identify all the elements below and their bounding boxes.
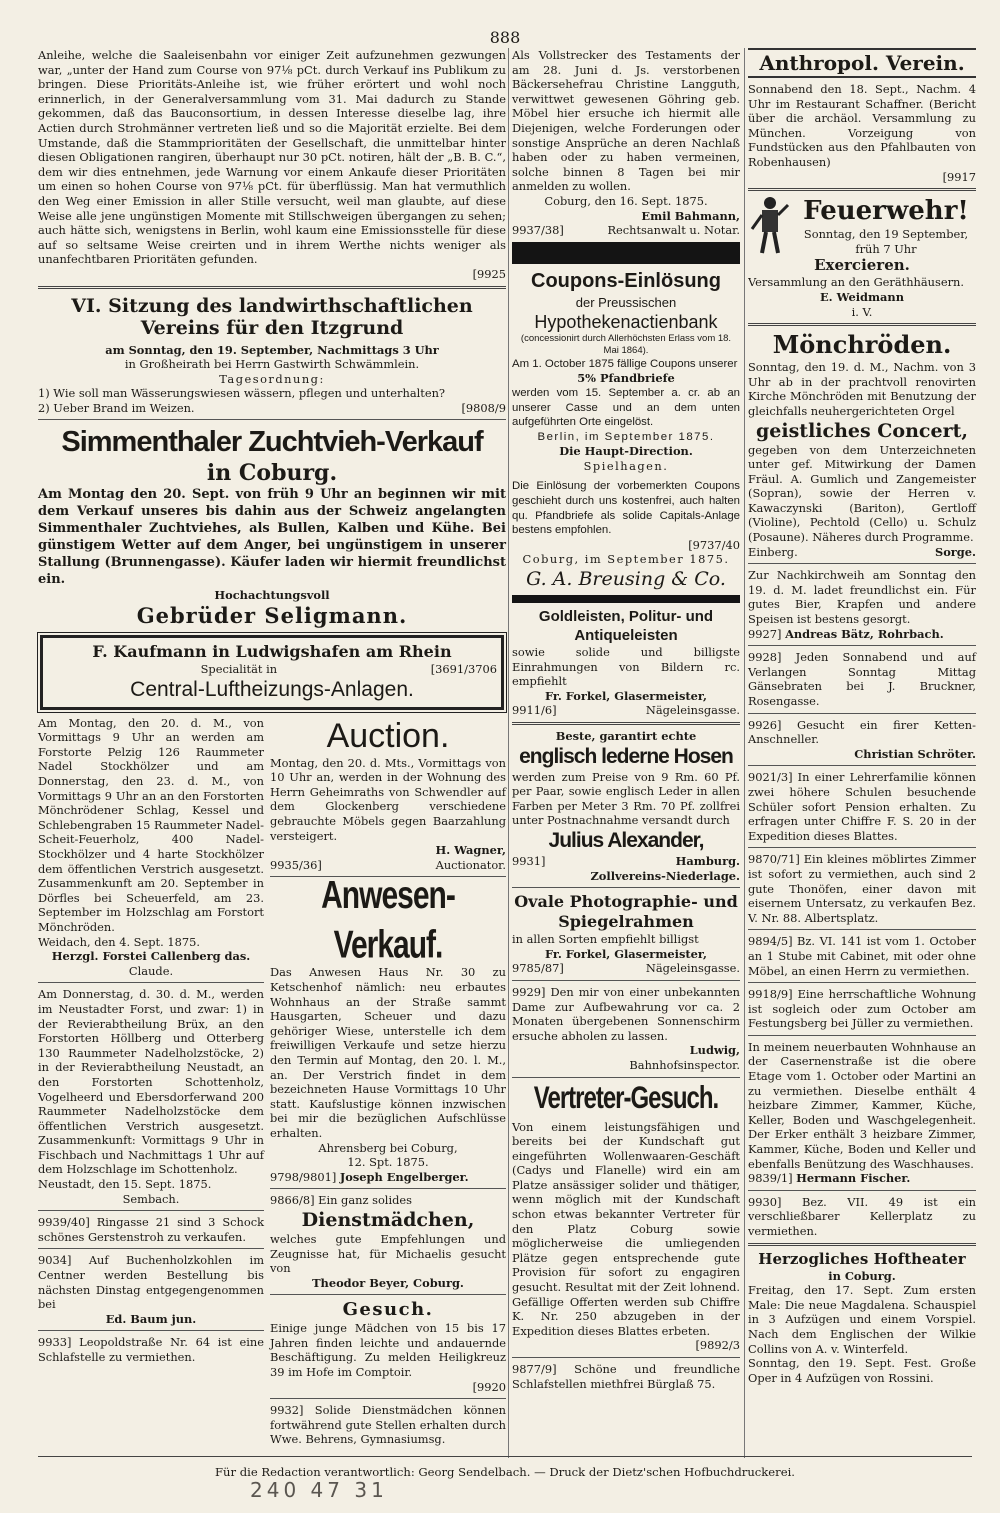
- gold-title: Goldleisten, Politur- und Antiqueleisten: [538, 608, 714, 645]
- ref-number: [9892/3: [695, 1338, 740, 1353]
- simmenthal-greeting: Hochachtungsvoll: [214, 588, 330, 603]
- dienst-body: welches gute Empfehlungen und Zeugnisse hat, für Michaelis gesucht von: [270, 1231, 506, 1276]
- ref-number: 9931]: [512, 853, 546, 868]
- schirm-body: 9929] Den mir von einer unbekannten Dame zur Aufbewahrung vor ca. 2 Monaten übergebenen Sonnenschirm ersuche abholen zu lassen.: [512, 984, 740, 1043]
- feuerwehr-signature: E. Weidmann: [819, 289, 904, 304]
- gesuch-title: Gesuch.: [342, 1299, 434, 1321]
- column-rule: [744, 48, 745, 1458]
- kette-ad: 9926] Gesucht ein firer Ketten-Anschneller.: [748, 717, 976, 747]
- sitzung-place: in Großheirath bei Herrn Gastwirth Schwämmlein.: [124, 357, 420, 372]
- oval-title: Ovale Photographie- und Spiegelrahmen: [514, 892, 738, 932]
- theater-title: Herzogliches Hoftheater: [758, 1249, 966, 1268]
- sitzung-item: 1) Wie soll man Wässerungswiesen wässern, pflegen und unterhalten?: [38, 386, 446, 401]
- coupons-direction: Die Haupt-Direction.: [559, 444, 693, 459]
- testament-date: Coburg, den 16. Sept. 1875.: [544, 193, 708, 208]
- divider: [748, 929, 976, 930]
- divider: [38, 419, 506, 420]
- ref-number: 9839/1]: [748, 1171, 793, 1186]
- kaufmann-name: F. Kaufmann in Ludwigshafen am Rhein: [92, 642, 452, 662]
- vertreter-title: Vertreter-Gesuch.: [533, 1080, 719, 1116]
- anthrop-title: Anthropol. Verein.: [748, 48, 976, 78]
- ad-9933: 9933] Leopoldstraße Nr. 64 ist eine Schlafstelle zu vermiethen.: [38, 1335, 264, 1364]
- sitzung-agenda-label: Tagesordnung:: [219, 371, 325, 386]
- holz-ad-1-office: Herzgl. Forstei Callenberg das.: [51, 949, 251, 964]
- theater-city: in Coburg.: [828, 1268, 896, 1283]
- divider: [748, 765, 976, 766]
- simmenthal-body: Am Montag den 20. Sept. von früh 9 Uhr an beginnen wir mit dem Verkauf unseres bis dahin aus der Schweiz angelangten Simmenthaler Zuchtviehes, als Bullen, Kalben und Kühe. Bei günstigem Wetter auf dem Anger, bei ungünstigem in unserer Stallung (Brunnengasse). Käufer laden wir hiermit freundlichst ein.: [38, 487, 506, 588]
- anwesen-signature: Joseph Engelberger.: [339, 1169, 469, 1184]
- ref-number: [9917: [942, 169, 976, 184]
- coupons-der: der Preussischen: [575, 294, 677, 310]
- anthrop-body: Sonnabend den 18. Sept., Nachm. 4 Uhr im Restaurant Schaffner. (Bericht über die archäol. Versammlung zu München. Vorzeigung von Fundstücken aus den Pfahlbauten von Robenhausen): [748, 82, 976, 169]
- theater-body: Freitag, den 17. Sept. Zum ersten Male: Die neue Magdalena. Schauspiel in 3 Aufzügen und einem Vorspiel. Nach dem Englischen der Wilkie Collins von A. v. Winterfeld.: [748, 1283, 976, 1356]
- fireman-icon: [748, 195, 792, 255]
- monch-concert: geistliches Concert,: [756, 419, 968, 442]
- left-subcolumn-a: [38, 716, 264, 1365]
- divider: [748, 645, 976, 646]
- simmenthal-signature: Gebrüder Seligmann.: [136, 603, 408, 629]
- zimmer-ad: 9870/71] Ein kleines möblirtes Zimmer ist sofort zu vermiethen, auch sind 2 gute Thonöfen, einer davon mit eisernem Untersatz, zu verkaufen Bez. V. Nr. 88. Albertsplatz.: [748, 852, 976, 925]
- ad-9034-name: Ed. Baum jun.: [105, 1311, 197, 1326]
- divider: [270, 1188, 506, 1189]
- divider: [748, 982, 976, 983]
- oval-body: in allen Sorten empfiehlt billigst: [512, 932, 699, 947]
- sitzung-date: am Sonntag, den 19. September, Nachmittags 3 Uhr: [105, 342, 439, 357]
- kette-signature: Christian Schröter.: [854, 746, 976, 761]
- divider: [748, 1035, 976, 1036]
- vertreter-body: Von einem leistungsfähigen und bereits bei der Kundschaft gut eingeführten Wollenwaaren-Geschäft (Cadys und Flanelle) wird ein am Platze ansässiger solider und thätiger, wenn möglich mit der Kundschaft schon etwas bekannter Vertreter für den Platz Coburg sowie möglicherweise die umliegenden Plätze gegen entsprechende gute Provision für sofort zu engagiren gesucht. Resultat mit der Zeit lohnend. Gefällige Offerten werden sub Chiffre K. Nr. 250 abzugeben in der Expedition dieses Blattes erbeten.: [512, 1119, 740, 1338]
- left-subcolumn-b: [270, 716, 506, 1447]
- ref-number: 9935/36]: [270, 857, 322, 872]
- kirchweih-body: Zur Nachkirchweih am Sonntag den 19. d. M. ladet freundlichst ein. Für gutes Bier, Krapfen und andere Speisen ist bestens gesorgt.: [748, 568, 976, 627]
- ad-9939: 9939/40] Ringasse 21 sind 3 Schock schönes Gerstenstroh zu verkaufen.: [38, 1215, 264, 1244]
- sitzung-title: VI. Sitzung des landwirthschaftlichen Vereins für den Itzgrund: [71, 294, 473, 339]
- divider: [748, 713, 976, 714]
- holz-ad-2-date: Neustadt, den 15. Sept. 1875.: [38, 1177, 212, 1192]
- newspaper-page: [38, 28, 976, 1488]
- right-column: [748, 48, 976, 1385]
- page-number: 888: [489, 28, 521, 47]
- keller-ad: 9930] Bez. VII. 49 ist ein verschließbarer Kellerplatz zu vermiethen.: [748, 1194, 976, 1238]
- feuerwehr-exercise: Exercieren.: [814, 256, 910, 275]
- coupons-title: Coupons-Einlösung: [531, 269, 721, 292]
- monch-body-2: gegeben von dem Unterzeichneten unter gef. Mitwirkung der Damen Fräul. A. Gumlich und Zangemeister (Sopran), sowie der Herren v. Kawaczynski (Bariton), Gertloff (Violine), Pechtold (Cello) u. Schulz (Posaune). Näheres durch Programme.: [748, 442, 976, 545]
- oval-signature: Fr. Forkel, Glasermeister,: [544, 946, 707, 961]
- hosen-name: Julius Alexander,: [548, 828, 704, 852]
- coupons-bank: Hypothekenactienbank: [534, 311, 718, 332]
- ref-number: 9798/9801]: [270, 1169, 337, 1184]
- schirm-role: Bahnhofsinspector.: [629, 1057, 740, 1072]
- gans-ad: 9928] Jeden Sonnabend und auf Verlangen Sonntag Mittag Gänsebraten bei J. Bruckner, Rosengasse.: [748, 650, 976, 708]
- divider: [748, 1243, 976, 1246]
- stube-ad: 9894/5] Bz. VI. 141 ist vom 1. October an 1 Stube mit Cabinet, mit oder ohne Möbel, an einen Herrn zu vermiethen.: [748, 934, 976, 978]
- ad-9932: 9932] Solide Dienstmädchen können fortwährend gute Stellen erhalten durch Wwe. Behrens, Gymnasiumsg.: [270, 1403, 506, 1447]
- theater-body-2: Sonntag, den 19. Sept. Fest. Große Oper in 4 Aufzügen von Rossini.: [748, 1356, 976, 1385]
- monch-title: Mönchröden.: [772, 330, 952, 360]
- dienst-signature: Theodor Beyer, Coburg.: [312, 1275, 464, 1290]
- gold-street: Nägeleinsgasse.: [645, 703, 740, 718]
- anwesen-date: 12. Spt. 1875.: [347, 1155, 429, 1170]
- ref-number: [9920: [472, 1379, 506, 1394]
- ref-number: 9911/6]: [512, 703, 557, 718]
- feuerwehr-body-2: Versammlung an den Geräthhäusern.: [748, 275, 965, 290]
- coupons-concession: (concessionirt durch Allerhöchsten Erlass vom 18. Mai 1864).: [520, 332, 732, 356]
- imprint-footer: Für die Redaction verantwortlich: Georg Sendelbach. — Druck der Dietz'schen Hofbuchdruckerei.: [38, 1456, 972, 1479]
- auction-body: Montag, den 20. d. Mts., Vormittags von 10 Uhr an, werden in der Wohnung des Herrn Geheimraths von Schwendler auf dem Glockenberg verschiedene gebrauchte Möbels gegen Baarzahlung versteigert.: [270, 755, 506, 843]
- testament-name: Emil Bahmann,: [641, 208, 740, 223]
- divider: [512, 1077, 740, 1078]
- simmenthal-title: Simmenthaler Zuchtvieh-Verkauf: [61, 426, 483, 459]
- hosen-top: Beste, garantirt echte: [555, 729, 697, 743]
- coupons-date: Coburg, im September 1875.: [522, 552, 730, 567]
- left-column: [38, 48, 506, 1447]
- black-bar: [512, 595, 740, 603]
- divider: [38, 1248, 264, 1249]
- kaufmann-ad: [40, 635, 504, 710]
- divider: [512, 722, 740, 725]
- coupons-body-2: werden vom 15. September a. cr. ab an unserer Casse und an dem unten aufgeführten Orte eingelöst.: [512, 386, 740, 429]
- holz-ad-1-date: Weidach, den 4. Sept. 1875.: [38, 934, 200, 949]
- testament-role: Rechtsanwalt u. Notar.: [607, 223, 740, 238]
- etage-ad: In meinem neuerbauten Wohnhause an der Casernenstraße ist die obere Etage vom 1. October oder Martini an zu vermiethen. Dieselbe enthält 4 heizbare Zimmer, Kammer, Küche, Keller, Boden und Waschgelegenheit. Der Erker enthält 3 heizbare Zimmer, Kammer, Küche, Boden und Keller und ebenfalls Benützung des Waschhauses.: [748, 1039, 976, 1171]
- wohnung-ad: 9918/9] Eine herrschaftliche Wohnung ist sogleich oder zum October am Festungsberg bei Jüller zu vermiethen.: [748, 987, 976, 1031]
- column-rule: [508, 48, 509, 1458]
- ref-number: [9808/9: [461, 400, 506, 415]
- auction-title: Auction.: [326, 716, 450, 755]
- ref-number: 9927]: [748, 626, 782, 641]
- holz-ad-2-name: Sembach.: [122, 1191, 180, 1206]
- gesuch-body: Einige junge Mädchen von 15 bis 17 Jahren finden leichte und andauernde Beschäftigung. Zu melden Heiligkreuz 39 im Hofe im Comptoir.: [270, 1321, 506, 1380]
- dienst-title: Dienstmädchen,: [301, 1208, 475, 1231]
- black-bar: [512, 242, 740, 264]
- ref-number: [9737/40: [688, 537, 740, 552]
- gold-body: sowie solide und billigste Einrahmungen von Bildern rc. empfiehlt: [512, 645, 740, 689]
- hosen-body: werden zum Preise von 9 Rm. 60 Pf. per Paar, sowie englisch Leder in allen Farben per Meter 3 Rm. 70 Pf. zollfrei unter Postnachnahme versandt durch: [512, 769, 740, 828]
- divider: [38, 286, 506, 289]
- ref-number: 9785/87]: [512, 961, 564, 976]
- holz-ad-1-name: Claude.: [128, 963, 174, 978]
- kirchweih-signature: Andreas Bätz, Rohrbach.: [785, 626, 944, 641]
- article-anleihe: Anleihe, welche die Saaleisenbahn vor einiger Zeit aufzunehmen gezwungen war, „unter der Hand zum Course von 97⅛ pCt. durch Verkauf ins Publikum zu bringen. Diese Prioritäts-Anleihe ist, wie früher erörtert und wohl noch erinnerlich, in der Generalversammlung vom 31. Mai dadurch zu Stande gekommen, daß das Bauconsortium, in dessen Interesse dieselbe lag, ihre Actien durch Strohmänner vertreten ließ und so die Majorität erzielte. Bei dem Umstande, daß die Stammprioritäten der Gesellschaft, die unmittelbar hinter diesen Obligationen rangiren, überhaupt nur 30 pCt. notiren, hält der „B. B. C.“, dem wir dies entnehmen, jede Warnung vor einem Ankaufe dieser Prioritäten um einen so hohen Course von 97⅛ pCt. für überflüssig. Man hat vermuthlich den Weg einer Emission in aller Stille versucht, weil man glaubte, auf diese Weise alle jene ungünstigen Momente mit Stillschweigen übergangen zu sehen; auch hätte sich, wenigstens in Berlin, wohl kaum eine Emissionsstelle für diese auf so seltsame Weise creirten und in ihrem Werthe nichts weniger als unanfechtbaren Prioritäten gefunden.: [38, 48, 506, 267]
- auction-signature: H. Wagner,: [435, 843, 506, 858]
- handwritten-note: 240 47 31: [250, 1478, 388, 1502]
- feuerwehr-role: i. V.: [851, 304, 873, 319]
- coupons-firm: G. A. Breusing & Co.: [526, 568, 726, 591]
- gold-signature: Fr. Forkel, Glasermeister,: [544, 688, 707, 703]
- dienst-ref: 9866/8] Ein ganz solides: [270, 1193, 412, 1208]
- sitzung-item: 2) Ueber Brand im Weizen.: [38, 400, 195, 415]
- testament-body: Als Vollstrecker des Testaments der am 28. Juni d. Js. verstorbenen Bäckersehefrau Christine Langguth, verwittwet gewesenen Göhring geb. Möbel hier ersuche ich hiermit alle Diejenigen, welche Forderungen oder sonstige Ansprüche an deren Nachlaß haben oder zu haben vermeinen, solche binnen 8 Tagen bei mir anmelden zu wollen.: [512, 48, 740, 194]
- monch-body: Sonntag, den 19. d. M., Nachm. von 3 Uhr ab in der prachtvoll renovirten Kirche Mönchröden mit Benutzung der gleichfalls neuhergerichteten Orgel: [748, 360, 976, 418]
- divider: [270, 1398, 506, 1399]
- hosen-street: Zollvereins-Niederlage.: [590, 868, 740, 883]
- hosen-city: Hamburg.: [675, 853, 740, 868]
- divider: [512, 1357, 740, 1358]
- divider: [748, 1190, 976, 1191]
- ad-9034: 9034] Auf Buchenholzkohlen im Centner werden Bestellung bis nächsten Dinstag entgegengenommen bei: [38, 1253, 264, 1312]
- divider: [748, 563, 976, 564]
- simmenthal-city: in Coburg.: [206, 460, 338, 487]
- divider: [38, 1210, 264, 1211]
- divider: [748, 323, 976, 326]
- coupons-city: Berlin, im September 1875.: [537, 430, 715, 443]
- middle-column: [512, 48, 740, 1391]
- lehrer-ad: 9021/3] In einer Lehrerfamilie können zwei höhere Schulen besuchende Schüler sofort Pension erhalten. Zu erfragen unter Chiffre F. S. 20 in der Expedition dieses Blattes.: [748, 770, 976, 843]
- kaufmann-title: Central-Luftheizungs-Anlagen.: [130, 677, 414, 701]
- feuerwehr-ad: [748, 195, 976, 319]
- divider: [270, 1294, 506, 1295]
- feuerwehr-title: Feuerwehr!: [803, 196, 969, 227]
- divider: [748, 188, 976, 191]
- feuerwehr-body: Sonntag, den 19 September, früh 7 Uhr: [803, 227, 969, 256]
- divider: [38, 1330, 264, 1331]
- anwesen-title: Anwesen-Verkauf.: [321, 874, 455, 967]
- coupons-director: Spielhagen.: [583, 458, 669, 473]
- monch-signature: Sorge.: [934, 544, 976, 559]
- coupons-body-1: Am 1. October 1875 fällige Coupons unserer: [512, 357, 738, 370]
- ref-number: [3691/3706: [430, 662, 497, 677]
- ref-number: [9925: [472, 266, 506, 281]
- holz-ad-1: Am Montag, den 20. d. M., von Vormittags 9 Uhr an werden am Forstorte Pelzig 126 Raummeter Nadel Stockhölzer und am Donnerstag, den 23. d. M., von Vormittags 9 Uhr an an den Forstorten Mönchrödener Schlag, Kessel und Schlebengraben 15 Raummeter Nadel-Scheit-Feuerholz, 400 Nadel-Stockhölzer und 4 harte Stockhölzer dem öffentlichen Verstrich ausgesetzt. Zusammenkunft am 20. September in Dörfles bei Scheuerfeld, am 23. September im Holzschlag am Forstort Mönchröden.: [38, 715, 264, 934]
- divider: [512, 980, 740, 981]
- monch-place: Einberg.: [748, 544, 798, 559]
- divider: [748, 847, 976, 848]
- anwesen-place: Ahrensberg bei Coburg,: [318, 1140, 458, 1155]
- auction-role: Auctionator.: [435, 857, 506, 872]
- divider: [38, 982, 264, 983]
- hosen-title: englisch lederne Hosen: [519, 744, 733, 768]
- anwesen-body: Das Anwesen Haus Nr. 30 zu Ketschenhof nämlich: neu erbautes Wohnhaus an der Straße sammt Hausgarten, Scheuer und dazu gehöriger Wiese, unterstelle ich dem freiwilligen Verkaufe und setze hierzu den Termin auf Montag, den 20. l. M., an. Der Verstrich findet in dem bezeichneten Hause Vormittags 10 Uhr statt. Kaufslustige können inzwischen bei mir die bezüglichen Aufschlüsse erhalten.: [270, 965, 506, 1140]
- ad-9877: 9877/9] Schöne und freundliche Schlafstellen miethfrei Bürglaß 75.: [512, 1362, 740, 1391]
- divider: [512, 887, 740, 888]
- etage-signature: Hermann Fischer.: [796, 1171, 911, 1186]
- ref-number: 9937/38]: [512, 223, 564, 238]
- schirm-name: Ludwig,: [689, 1043, 740, 1058]
- kaufmann-specialty: Specialität in: [200, 662, 278, 677]
- holz-ad-2: Am Donnerstag, d. 30. d. M., werden im Neustadter Forst, und zwar: 1) in der Revierabtheilung Brüx, an den Forstorten Höllberg und Otterberg 130 Raummeter Nadelholzstöcke, 2) in der Revierabtheilung Neustadt, an den Forstorten Schottenholz, Vogelheerd und Ebersdorferwand 200 Raummeter Nadelholzstöcke dem öffentlichen Verstrich ausgesetzt. Zusammenkunft: Vormittags 9 Uhr in Fischbach und Nachmittags 1 Uhr auf dem Holzschlage im Schottenholz.: [38, 987, 264, 1177]
- coupons-pfandbriefe: 5% Pfandbriefe: [577, 371, 675, 386]
- oval-street: Nägeleinsgasse.: [645, 961, 740, 976]
- coupons-body-3: Die Einlösung der vorbemerkten Coupons geschieht durch uns kostenfrei, auch halten qu. Pfandbriefe als solide Capitals-Anlage bestens empfohlen.: [512, 480, 740, 537]
